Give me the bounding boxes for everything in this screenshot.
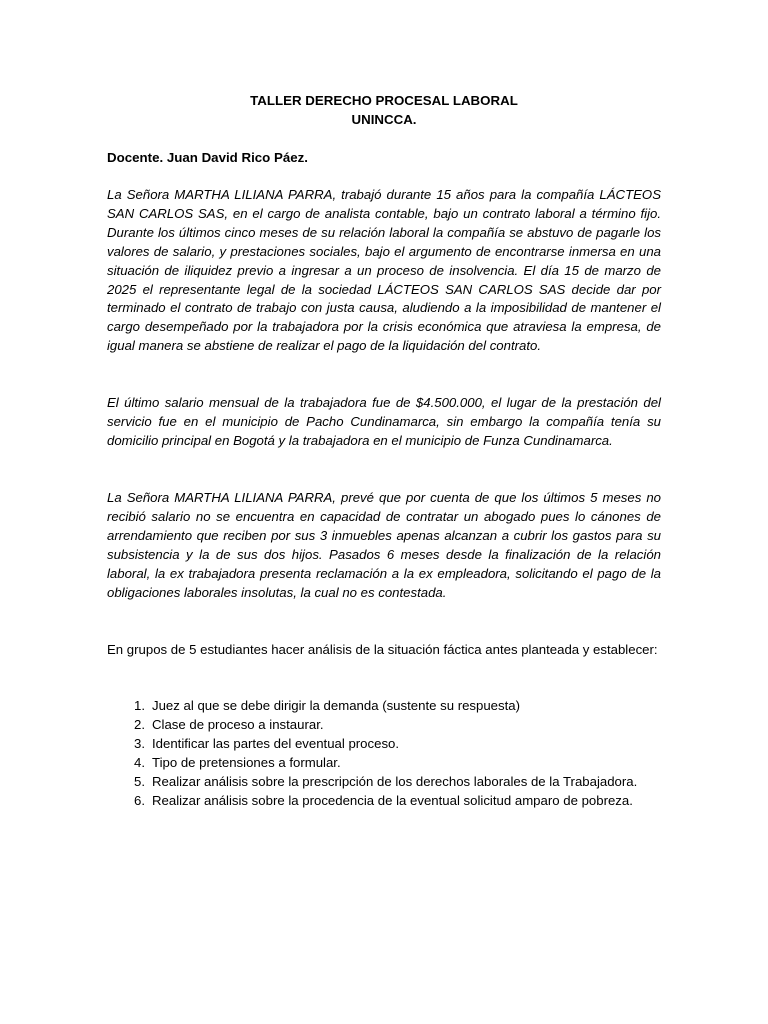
list-item-number: 2. xyxy=(134,716,145,732)
list-item-text: Realizar análisis sobre la procedencia de la eventual solicitud amparo de pobreza. xyxy=(152,792,633,808)
list-item xyxy=(107,716,661,735)
list-item-number: 4. xyxy=(134,754,145,770)
list-item-number: 1. xyxy=(134,698,145,713)
list-item xyxy=(107,792,661,811)
list-item-text: Tipo de pretensiones a formular. xyxy=(152,754,341,770)
list-item-number: 5. xyxy=(134,773,145,789)
list-item-text: Identificar las partes del eventual proceso. xyxy=(152,735,400,751)
institution-name: UNINCCA. xyxy=(351,112,417,127)
case-paragraph-2: El último salario mensual de la trabajadora fue de $4.500.000, el lugar de la prestación del servicio fue en el municipio de Pacho Cundinamarca, sin embargo la compañía tenía su domicilio principal en Bogotá y la trabajadora en el municipio de Funza Cundinamarca. xyxy=(107,395,661,448)
list-item-number: 6. xyxy=(134,792,145,808)
list-item-text: Clase de proceso a instaurar. xyxy=(152,716,324,732)
list-item xyxy=(107,754,661,773)
task-list xyxy=(107,697,661,810)
list-item xyxy=(107,697,661,716)
case-paragraph-1: La Señora MARTHA LILIANA PARRA, trabajó durante 15 años para la compañía LÁCTEOS SAN CARLOS SAS, en el cargo de analista contable, bajo un contrato laboral a término fijo. Durante los últimos cinco meses de su relación laboral la compañía se abstuvo de pagarle los valores de salario, y prestaciones sociales, bajo el argumento de encontrarse inmersa en una situación de iliquidez previo a ingresar a un proceso de insolvencia. El día 15 de marzo de 2025 el representante legal de la sociedad LÁCTEOS SAN CARLOS SAS decide dar por terminado el contrato de trabajo con justa causa, aludiendo a la imposibilidad de mantener el cargo desempeñado por la trabajadora por la crisis económica que atraviesa la empresa, de igual manera se abstiene de realizar el pago de la liquidación del contrato. xyxy=(107,187,661,354)
list-item xyxy=(107,773,661,792)
document-title: TALLER DERECHO PROCESAL LABORAL xyxy=(250,93,518,108)
list-item xyxy=(107,735,661,754)
list-item-number: 3. xyxy=(134,735,145,751)
list-item-text: Juez al que se debe dirigir la demanda (sustente su respuesta) xyxy=(152,698,521,713)
instructions-paragraph: En grupos de 5 estudiantes hacer análisis de la situación fáctica antes planteada y establecer: xyxy=(107,642,658,657)
list-item-text: Realizar análisis sobre la prescripción de los derechos laborales de la Trabajadora. xyxy=(152,773,638,789)
instructor-line: Docente. Juan David Rico Páez. xyxy=(107,150,308,165)
case-paragraph-3: La Señora MARTHA LILIANA PARRA, prevé que por cuenta de que los últimos 5 meses no recibió salario no se encuentra en capacidad de contratar un abogado pues lo cánones de arrendamiento que reciben por sus 3 inmuebles apenas alcanzan a cubrir los gastos para su subsistencia y la de sus dos hijos. Pasados 6 meses desde la finalización de la relación laboral, la ex trabajadora presenta reclamación a la ex empleadora, solicitando el pago de la obligaciones laborales insolutas, la cual no es contestada. xyxy=(107,490,661,600)
